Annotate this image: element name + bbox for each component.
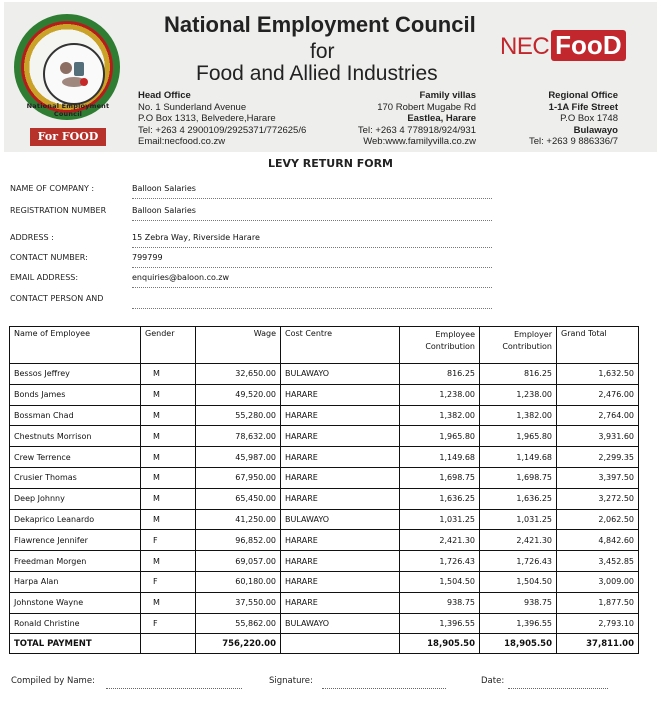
signature-label: Signature: — [269, 676, 313, 686]
regional-office-heading: Regional Office — [548, 90, 618, 101]
cost-centre-cell: HARARE — [281, 447, 400, 468]
nec-logo-text: NEC — [500, 33, 550, 60]
family-villas-address — [344, 90, 476, 148]
for-food-tag: For FOOD — [30, 128, 106, 146]
gender-cell: M — [141, 592, 196, 613]
cost-centre-cell: HARARE — [281, 530, 400, 551]
employee-contribution-cell: 816.25 — [400, 364, 480, 385]
employee-contribution-cell: 1,965.80 — [400, 426, 480, 447]
phone-line: Tel: +263 4 778918/924/931 — [357, 124, 476, 136]
employee-name-cell: Harpa Alan — [10, 571, 141, 592]
phone-line: Tel: +263 4 2900109/2925371/772625/6 — [138, 124, 307, 136]
total-gender-cell — [141, 634, 196, 654]
cost-centre-cell: HARARE — [281, 592, 400, 613]
table-row — [10, 405, 639, 426]
address-line: P.O Box 1313, Belvedere,Harare — [138, 113, 276, 124]
employee-contribution-cell: 1,149.68 — [400, 447, 480, 468]
cost-centre-cell: HARARE — [281, 405, 400, 426]
gender-cell: F — [141, 613, 196, 634]
total-cost-centre-cell — [281, 634, 400, 654]
cost-centre-cell: BULAWAYO — [281, 364, 400, 385]
employee-contribution-cell: 1,031.25 — [400, 509, 480, 530]
wage-cell: 78,632.00 — [196, 426, 281, 447]
nec-food-logo — [500, 30, 626, 61]
total-grand-total: 37,811.00 — [557, 634, 639, 654]
levy-table — [9, 326, 639, 654]
col-header-grand-total: Grand Total — [557, 327, 639, 364]
employee-name-cell: Crusier Thomas — [10, 467, 141, 488]
web-line: Web:www.familyvilla.co.zw — [363, 136, 476, 147]
employee-contribution-cell: 1,238.00 — [400, 384, 480, 405]
registration-number-field[interactable]: Balloon Salaries — [132, 206, 492, 221]
wage-cell: 37,550.00 — [196, 592, 281, 613]
table-row — [10, 551, 639, 572]
gender-cell: M — [141, 447, 196, 468]
employee-name-cell: Dekaprico Leanardo — [10, 509, 141, 530]
employee-name-cell: Bessos Jeffrey — [10, 364, 141, 385]
address-line: 1-1A Fife Street — [548, 101, 618, 113]
total-employee-contribution: 18,905.50 — [400, 634, 480, 654]
gender-cell: M — [141, 405, 196, 426]
registration-number-label: REGISTRATION NUMBER — [10, 206, 107, 215]
wage-cell: 45,987.00 — [196, 447, 281, 468]
grand-total-cell: 4,842.60 — [557, 530, 639, 551]
employer-contribution-cell: 1,504.50 — [480, 571, 557, 592]
col-header-gender: Gender — [141, 327, 196, 364]
employer-contribution-cell: 938.75 — [480, 592, 557, 613]
wage-cell: 65,450.00 — [196, 488, 281, 509]
col-header-cost-centre: Cost Centre — [281, 327, 400, 364]
gender-cell: F — [141, 530, 196, 551]
employee-name-cell: Ronald Christine — [10, 613, 141, 634]
cost-centre-cell: HARARE — [281, 384, 400, 405]
grand-total-cell: 3,397.50 — [557, 467, 639, 488]
table-row — [10, 384, 639, 405]
cost-centre-cell: BULAWAYO — [281, 509, 400, 530]
employer-contribution-cell: 1,396.55 — [480, 613, 557, 634]
council-title-for: for — [310, 40, 335, 63]
col-header-employee-contribution: Employee Contribution — [400, 327, 480, 364]
employee-name-cell: Chestnuts Morrison — [10, 426, 141, 447]
contact-number-field[interactable]: 799799 — [132, 253, 492, 268]
employee-contribution-cell: 2,421.30 — [400, 530, 480, 551]
contact-person-label: CONTACT PERSON AND — [10, 294, 104, 303]
gender-cell: M — [141, 488, 196, 509]
wage-cell: 32,650.00 — [196, 364, 281, 385]
regional-office-address — [512, 90, 618, 148]
address-line: 170 Robert Mugabe Rd — [377, 101, 476, 113]
employee-name-cell: Crew Terrence — [10, 447, 141, 468]
table-header-row — [10, 327, 639, 364]
employee-contribution-cell: 1,504.50 — [400, 571, 480, 592]
table-row — [10, 530, 639, 551]
employee-contribution-cell: 1,698.75 — [400, 467, 480, 488]
compiled-by-label: Compiled by Name: — [11, 676, 95, 686]
wage-cell: 55,862.00 — [196, 613, 281, 634]
employee-contribution-cell: 1,726.43 — [400, 551, 480, 572]
grand-total-cell: 1,877.50 — [557, 592, 639, 613]
cost-centre-cell: BULAWAYO — [281, 613, 400, 634]
total-wage: 756,220.00 — [196, 634, 281, 654]
seal-ring-text: National Employment Council — [26, 102, 110, 118]
grand-total-cell: 3,009.00 — [557, 571, 639, 592]
table-row — [10, 592, 639, 613]
grand-total-cell: 2,793.10 — [557, 613, 639, 634]
company-name-label: NAME OF COMPANY : — [10, 184, 95, 193]
employer-contribution-cell: 2,421.30 — [480, 530, 557, 551]
contact-number-label: CONTACT NUMBER: — [10, 253, 88, 262]
table-row — [10, 467, 639, 488]
form-title: LEVY RETURN FORM — [267, 157, 394, 170]
employee-contribution-cell: 938.75 — [400, 592, 480, 613]
wage-cell: 69,057.00 — [196, 551, 281, 572]
grand-total-cell: 2,062.50 — [557, 509, 639, 530]
signature-field[interactable] — [322, 688, 446, 689]
table-row — [10, 509, 639, 530]
table-row — [10, 426, 639, 447]
wage-cell: 55,280.00 — [196, 405, 281, 426]
total-row — [10, 634, 639, 654]
council-title: National Employment Council — [164, 12, 476, 37]
head-office-heading: Head Office — [138, 90, 191, 101]
employee-name-cell: Freedman Morgen — [10, 551, 141, 572]
employer-contribution-cell: 1,031.25 — [480, 509, 557, 530]
employee-contribution-cell: 1,396.55 — [400, 613, 480, 634]
address-line: Bulawayo — [573, 124, 618, 136]
cost-centre-cell: HARARE — [281, 551, 400, 572]
table-row — [10, 613, 639, 634]
compiled-by-field[interactable] — [106, 688, 242, 689]
family-villas-heading: Family villas — [419, 90, 476, 101]
contact-person-field[interactable] — [132, 294, 492, 309]
letterhead-banner — [4, 2, 657, 152]
grand-total-cell: 3,452.85 — [557, 551, 639, 572]
gender-cell: M — [141, 364, 196, 385]
address-line: Eastlea, Harare — [407, 113, 476, 124]
grand-total-cell: 3,931.60 — [557, 426, 639, 447]
employer-contribution-cell: 1,238.00 — [480, 384, 557, 405]
gender-cell: M — [141, 467, 196, 488]
grand-total-cell: 2,476.00 — [557, 384, 639, 405]
cost-centre-cell: HARARE — [281, 571, 400, 592]
employee-contribution-cell: 1,382.00 — [400, 405, 480, 426]
wage-cell: 96,852.00 — [196, 530, 281, 551]
date-label: Date: — [481, 676, 505, 686]
date-field[interactable] — [508, 688, 608, 689]
grand-total-cell: 2,299.35 — [557, 447, 639, 468]
total-label: TOTAL PAYMENT — [10, 634, 141, 654]
employer-contribution-cell: 816.25 — [480, 364, 557, 385]
employee-name-cell: Bonds James — [10, 384, 141, 405]
nec-seal-logo — [12, 14, 124, 150]
grand-total-cell: 1,632.50 — [557, 364, 639, 385]
employee-name-cell: Deep Johnny — [10, 488, 141, 509]
employer-contribution-cell: 1,965.80 — [480, 426, 557, 447]
gender-cell: M — [141, 384, 196, 405]
food-logo-text: FooD — [551, 30, 625, 61]
col-header-employer-contribution: Employer Contribution — [480, 327, 557, 364]
email-address-label: EMAIL ADDRESS: — [10, 273, 79, 282]
phone-line: Tel: +263 9 886336/7 — [528, 136, 618, 147]
employer-contribution-cell: 1,382.00 — [480, 405, 557, 426]
table-row — [10, 488, 639, 509]
employee-contribution-cell: 1,636.25 — [400, 488, 480, 509]
col-header-name: Name of Employee — [10, 327, 141, 364]
cost-centre-cell: HARARE — [281, 488, 400, 509]
table-body — [10, 364, 639, 634]
email-line: Email:necfood.co.zw — [138, 136, 226, 147]
employer-contribution-cell: 1,698.75 — [480, 467, 557, 488]
address-line: P.O Box 1748 — [560, 113, 618, 124]
employee-name-cell: Johnstone Wayne — [10, 592, 141, 613]
employer-contribution-cell: 1,636.25 — [480, 488, 557, 509]
address-line: No. 1 Sunderland Avenue — [138, 101, 247, 113]
employer-contribution-cell: 1,726.43 — [480, 551, 557, 572]
gender-cell: M — [141, 426, 196, 447]
head-office-address — [138, 90, 306, 148]
table-row — [10, 571, 639, 592]
wage-cell: 60,180.00 — [196, 571, 281, 592]
employer-contribution-cell: 1,149.68 — [480, 447, 557, 468]
gender-cell: M — [141, 551, 196, 572]
grand-total-cell: 3,272.50 — [557, 488, 639, 509]
address-label: ADDRESS : — [10, 233, 54, 242]
employee-name-cell: Bossman Chad — [10, 405, 141, 426]
address-field[interactable]: 15 Zebra Way, Riverside Harare — [132, 233, 492, 248]
table-row — [10, 364, 639, 385]
table-row — [10, 447, 639, 468]
gender-cell: M — [141, 509, 196, 530]
wage-cell: 67,950.00 — [196, 467, 281, 488]
col-header-wage: Wage — [196, 327, 281, 364]
food-items-icon — [54, 54, 94, 94]
council-subtitle: Food and Allied Industries — [196, 62, 438, 85]
company-name-field[interactable]: Balloon Salaries — [132, 184, 492, 199]
employee-name-cell: Flawrence Jennifer — [10, 530, 141, 551]
total-employer-contribution: 18,905.50 — [480, 634, 557, 654]
email-address-field[interactable]: enquiries@baloon.co.zw — [132, 273, 492, 288]
cost-centre-cell: HARARE — [281, 426, 400, 447]
wage-cell: 49,520.00 — [196, 384, 281, 405]
cost-centre-cell: HARARE — [281, 467, 400, 488]
wage-cell: 41,250.00 — [196, 509, 281, 530]
gender-cell: F — [141, 571, 196, 592]
grand-total-cell: 2,764.00 — [557, 405, 639, 426]
seal-center — [43, 43, 105, 105]
